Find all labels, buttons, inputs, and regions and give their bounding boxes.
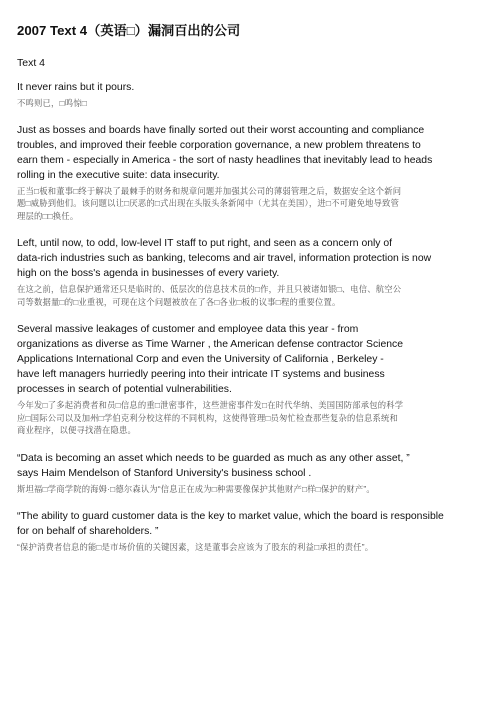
english-line: Several massive leakages of customer and employee data this year - from <box>17 324 359 335</box>
english-line: Applications International Corp and even the University of California , Berkeley - <box>17 354 384 365</box>
chinese-translation <box>17 541 489 554</box>
paragraph-2 <box>17 123 489 223</box>
english-line: have left managers hurriedly peering into their intricate IT systems and business <box>17 369 385 380</box>
document-title: 2007 Text 4（英语□）漏洞百出的公司 <box>17 23 241 38</box>
english-text <box>17 123 489 183</box>
english-line: organizations as diverse as Time Warner , the American defense contractor Science <box>17 339 403 350</box>
english-line: high on the boss's agenda in businesses of every variety. <box>17 268 280 279</box>
english-line: “Data is becoming an asset which needs to be guarded as much as any other asset, ” <box>17 452 410 464</box>
chinese-line: 商业程序，以便寻找潜在隐患。 <box>17 425 136 435</box>
document-page <box>17 22 489 568</box>
english-text <box>17 451 489 481</box>
paragraph-3 <box>17 236 489 308</box>
text-label: Text 4 <box>17 57 46 69</box>
english-line: processes in search of potential vulnerabilities. <box>17 384 232 395</box>
chinese-translation <box>17 185 489 223</box>
chinese-translation <box>17 399 489 437</box>
english-line: says Haim Mendelson of Stanford University's business school . <box>17 467 312 479</box>
chinese-line: 不鸣则已，□鸣惊□ <box>17 98 87 108</box>
english-line: troubles, and improved their feeble corporation governance, a new problem threatens to <box>17 139 421 151</box>
chinese-translation <box>17 97 489 110</box>
english-line: for on behalf of shareholders. ” <box>17 526 159 537</box>
english-line: rolling in the executive suite: data insecurity. <box>17 169 220 181</box>
english-text <box>17 80 489 95</box>
chinese-line: 题□威胁到他们。该问题以让□厌恶的□式出现在头版头条新闻中（尤其在美国），进□不可避免地导致管 <box>17 198 400 208</box>
english-line: earn them - especially in America - the sort of nasty headlines that inevitably lead to heads <box>17 154 433 166</box>
english-line: “The ability to guard customer data is the key to market value, which the board is responsible <box>17 511 444 522</box>
chinese-line: 理层的□□换任。 <box>17 210 79 221</box>
english-line: data-rich industries such as banking, telecoms and air travel, information protection is now <box>17 253 432 264</box>
english-text <box>17 509 489 539</box>
chinese-line: 司等数据量□的□业重视，可现在这个问题被放在了各□各业□板的议事□程的重要位置。 <box>17 296 341 307</box>
chinese-line: 正当□板和董事□终于解决了最棘手的财务和规章问题并加强其公司的薄弱管理之后，数据安全这个新问 <box>17 185 402 196</box>
english-text <box>17 322 489 397</box>
paragraph-5 <box>17 451 489 496</box>
chinese-translation <box>17 483 489 496</box>
chinese-line: “保护消费者信息的能□是市场价值的关键因素，这是董事会应该为了股东的利益□承担的责任”。 <box>17 542 374 552</box>
paragraph-1 <box>17 80 489 110</box>
paragraph-4 <box>17 322 489 437</box>
chinese-translation <box>17 283 489 308</box>
english-line: Left, until now, to odd, low-level IT staff to put right, and seen as a concern only of <box>17 238 393 249</box>
english-text <box>17 236 489 281</box>
english-line: Just as bosses and boards have finally sorted out their worst accounting and compliance <box>17 124 425 136</box>
chinese-line: 斯坦福□学商学院的海姆·□德尔森认为“信息正在成为□种需要像保护其他财产□样□保护的财产”。 <box>17 483 375 494</box>
chinese-line: 在这之前，信息保护通常还只是临时的、低层次的信息技术员的□作，并且只被诸如银□、电信、航空公 <box>17 284 402 294</box>
english-line: It never rains but it pours. <box>17 82 135 93</box>
chinese-line: 应□国际公司以及加州□学伯克利分校这样的不同机构，这使得管理□员匆忙检查那些复杂的信息系统和 <box>17 412 399 423</box>
chinese-line: 今年发□了多起消费者和员□信息的重□泄密事件，这些泄密事件发□在时代华纳、美国国防部承包的科学 <box>17 400 404 410</box>
paragraph-6 <box>17 509 489 554</box>
